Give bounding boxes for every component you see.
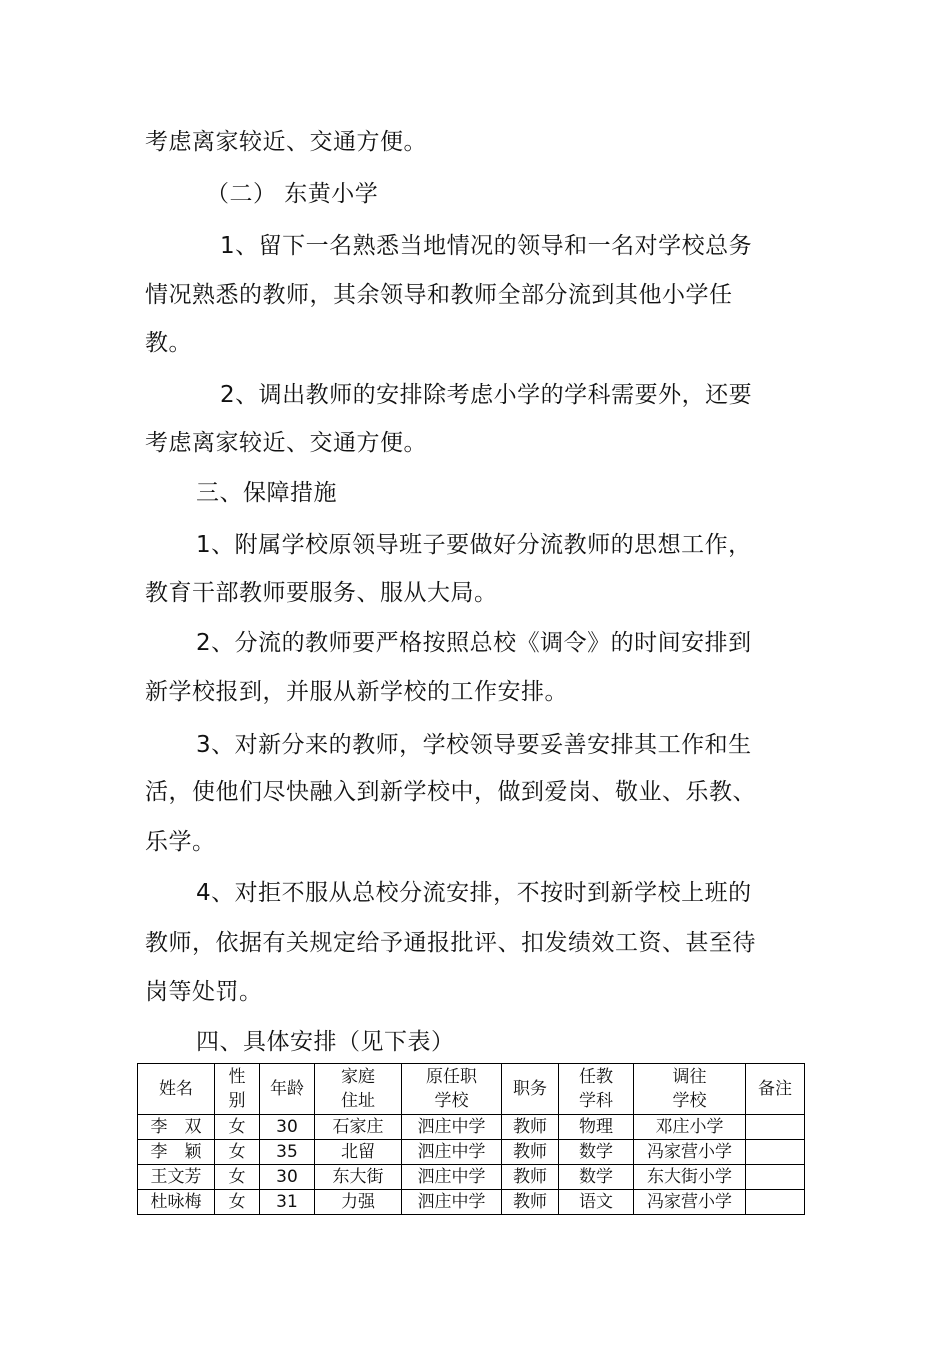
cell-gender: 女 — [215, 1190, 260, 1215]
table-row — [138, 1115, 805, 1140]
cell-transfer-school: 邓庄小学 — [634, 1115, 746, 1140]
cell-gender: 女 — [215, 1115, 260, 1140]
header-name: 姓名 — [138, 1064, 215, 1115]
header-original-school: 原任职 学校 — [402, 1064, 502, 1115]
paragraph-line: 考虑离家较近、交通方便。 — [145, 129, 427, 155]
cell-remarks — [746, 1165, 805, 1190]
cell-home-address: 北留 — [315, 1140, 402, 1165]
cell-subject: 语文 — [559, 1190, 634, 1215]
cell-gender: 女 — [215, 1140, 260, 1165]
paragraph-line: 2、分流的教师要严格按照总校《调令》的时间安排到 — [196, 630, 752, 656]
cell-name: 李 颖 — [138, 1140, 215, 1165]
paragraph-line: 岗等处罚。 — [145, 979, 263, 1005]
cell-remarks — [746, 1115, 805, 1140]
arrangement-table — [137, 1063, 805, 1215]
section-heading-arrangement: 四、具体安排（见下表） — [196, 1029, 455, 1055]
cell-name: 李 双 — [138, 1115, 215, 1140]
cell-original-school: 泗庄中学 — [402, 1115, 502, 1140]
header-subject: 任教 学科 — [559, 1064, 634, 1115]
section-heading-dong-huang: （二） 东黄小学 — [206, 181, 379, 207]
paragraph-line: 教育干部教师要服务、服从大局。 — [145, 580, 498, 606]
header-remarks: 备注 — [746, 1064, 805, 1115]
paragraph-line: 情况熟悉的教师，其余领导和教师全部分流到其他小学任 — [145, 282, 733, 308]
cell-home-address: 东大街 — [315, 1165, 402, 1190]
header-gender: 性 别 — [215, 1064, 260, 1115]
paragraph-line: 1、留下一名熟悉当地情况的领导和一名对学校总务 — [220, 233, 753, 259]
cell-name: 王文芳 — [138, 1165, 215, 1190]
header-home-address: 家庭 住址 — [315, 1064, 402, 1115]
table-row — [138, 1190, 805, 1215]
cell-transfer-school: 冯家营小学 — [634, 1140, 746, 1165]
paragraph-line: 2、调出教师的安排除考虑小学的学科需要外，还要 — [220, 382, 753, 408]
paragraph-line: 乐学。 — [145, 829, 216, 855]
cell-original-school: 泗庄中学 — [402, 1165, 502, 1190]
cell-name: 杜咏梅 — [138, 1190, 215, 1215]
cell-remarks — [746, 1140, 805, 1165]
cell-subject: 数学 — [559, 1165, 634, 1190]
cell-position: 教师 — [502, 1190, 559, 1215]
cell-home-address: 力强 — [315, 1190, 402, 1215]
cell-age: 35 — [260, 1140, 315, 1165]
section-heading-safeguards: 三、保障措施 — [196, 480, 337, 506]
cell-position: 教师 — [502, 1140, 559, 1165]
paragraph-line: 活，使他们尽快融入到新学校中，做到爱岗、敬业、乐教、 — [145, 779, 756, 805]
paragraph-line: 1、附属学校原领导班子要做好分流教师的思想工作， — [196, 532, 752, 558]
header-transfer-school: 调往 学校 — [634, 1064, 746, 1115]
cell-age: 30 — [260, 1115, 315, 1140]
cell-home-address: 石家庄 — [315, 1115, 402, 1140]
table-row — [138, 1165, 805, 1190]
paragraph-line: 新学校报到，并服从新学校的工作安排。 — [145, 679, 568, 705]
header-position: 职务 — [502, 1064, 559, 1115]
cell-transfer-school: 冯家营小学 — [634, 1190, 746, 1215]
cell-subject: 物理 — [559, 1115, 634, 1140]
cell-subject: 数学 — [559, 1140, 634, 1165]
cell-transfer-school: 东大街小学 — [634, 1165, 746, 1190]
paragraph-line: 4、对拒不服从总校分流安排，不按时到新学校上班的 — [196, 880, 752, 906]
paragraph-line: 考虑离家较近、交通方便。 — [145, 430, 427, 456]
cell-remarks — [746, 1190, 805, 1215]
cell-gender: 女 — [215, 1165, 260, 1190]
table-row — [138, 1140, 805, 1165]
cell-age: 31 — [260, 1190, 315, 1215]
paragraph-line: 3、对新分来的教师，学校领导要妥善安排其工作和生 — [196, 732, 752, 758]
cell-age: 30 — [260, 1165, 315, 1190]
header-age: 年龄 — [260, 1064, 315, 1115]
cell-position: 教师 — [502, 1165, 559, 1190]
cell-position: 教师 — [502, 1115, 559, 1140]
cell-original-school: 泗庄中学 — [402, 1140, 502, 1165]
table-header-row — [138, 1064, 805, 1115]
cell-original-school: 泗庄中学 — [402, 1190, 502, 1215]
paragraph-line: 教。 — [145, 330, 192, 356]
paragraph-line: 教师，依据有关规定给予通报批评、扣发绩效工资、甚至待 — [145, 930, 756, 956]
